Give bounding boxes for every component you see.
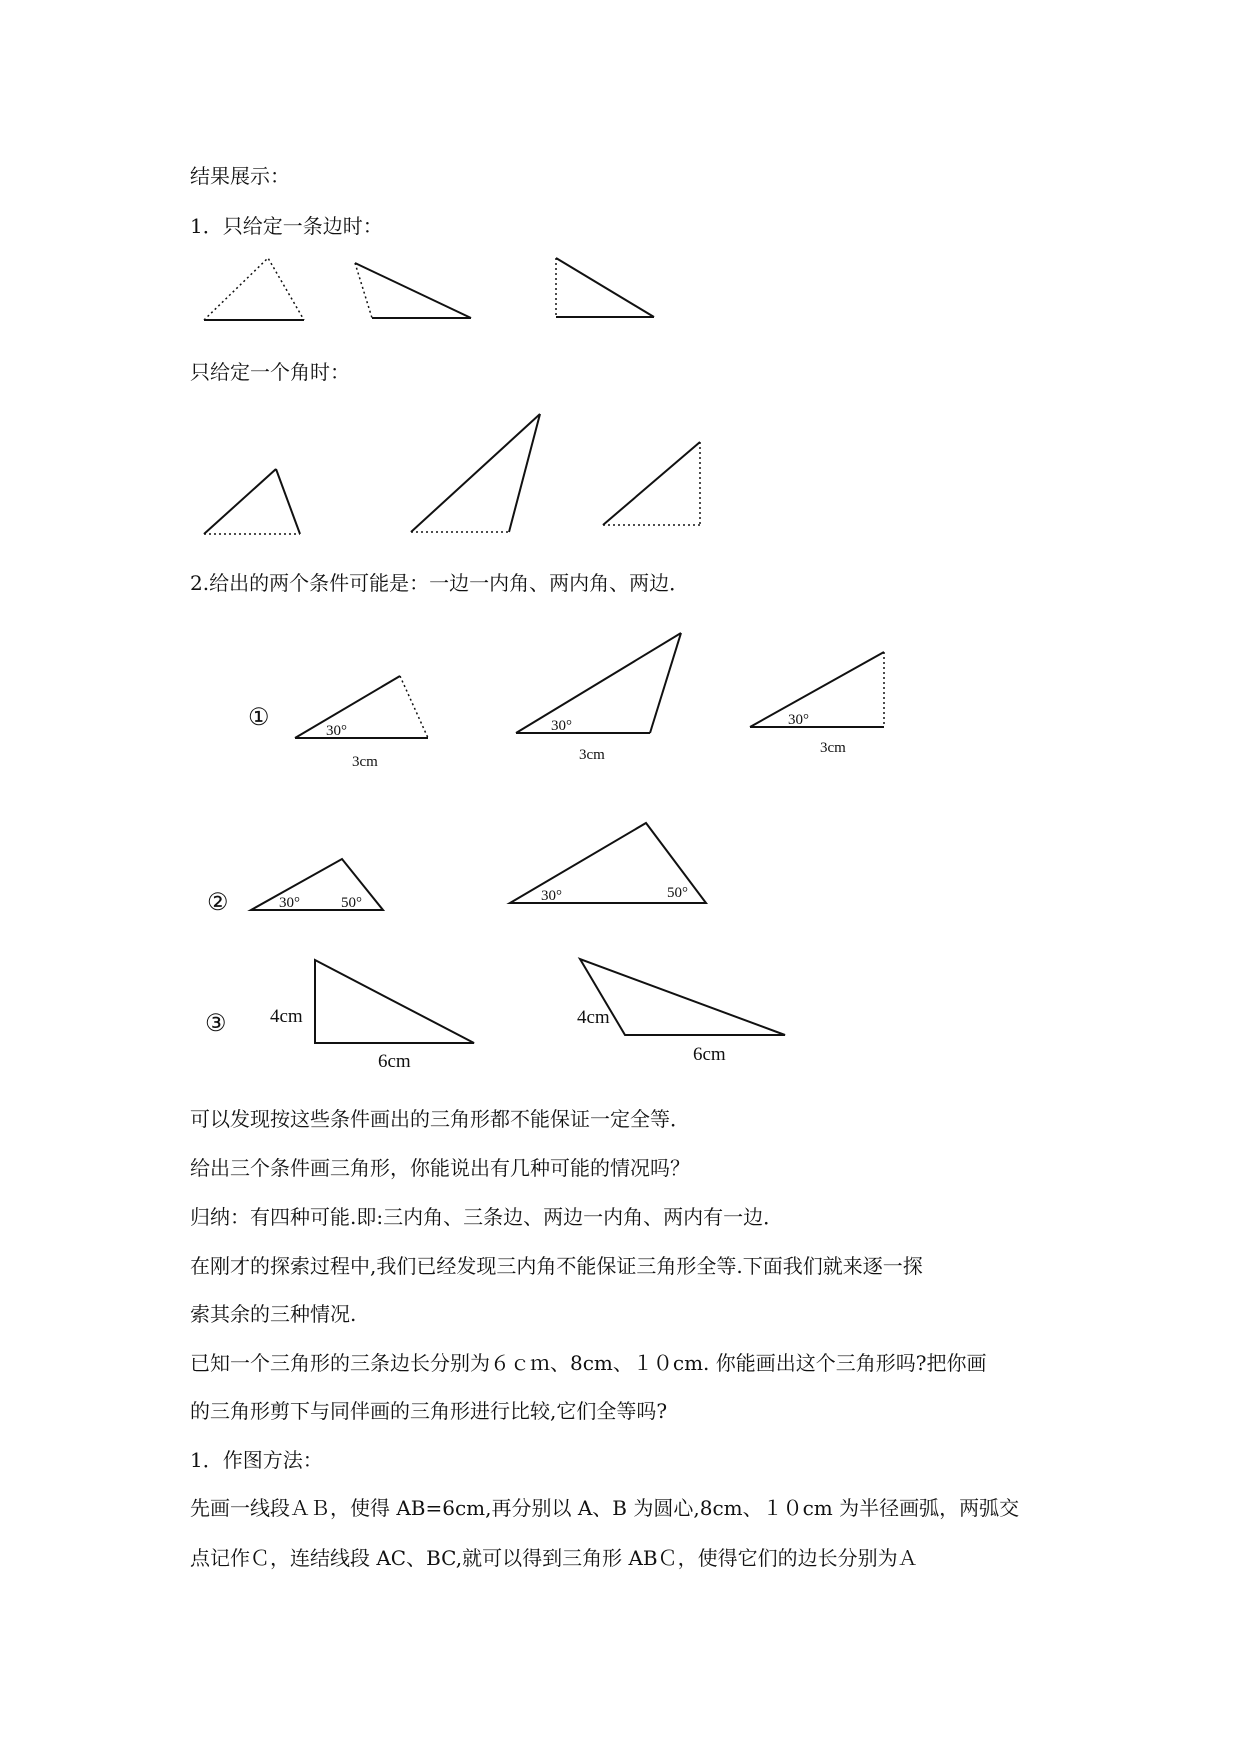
- triangle-c3: [750, 652, 884, 727]
- triangle-e2: [580, 959, 785, 1035]
- triangle-b2: [411, 414, 540, 532]
- paragraph-2-line-1: 已知一个三角形的三条边长分别为６ｃｍ、8cm、１０cm. 你能画出这个三角形吗?把你画: [190, 1351, 987, 1375]
- angle-50-label-d2: 50°: [667, 885, 688, 901]
- side-label-c1: 3cm: [352, 754, 378, 770]
- side-label-c3: 3cm: [820, 740, 846, 756]
- row-marker-3: ③: [205, 1011, 227, 1037]
- angle-label-c3: 30°: [788, 712, 809, 728]
- side-4-label-e1: 4cm: [270, 1006, 303, 1027]
- paragraph-1-line-1: 在刚才的探索过程中,我们已经发现三内角不能保证三角形全等.下面我们就来逐一探: [190, 1254, 923, 1278]
- method-line-2: 点记作Ｃ，连结线段 AC、BC,就可以得到三角形 ABＣ，使得它们的边长分别为Ａ: [190, 1546, 918, 1570]
- angle-label-c2: 30°: [551, 718, 572, 734]
- item-1-one-side: 1．只给定一条边时：: [190, 214, 383, 238]
- method-line-1: 先画一线段ＡＢ，使得 AB=6cm,再分别以 A、B 为圆心,8cm、１０cm 为半径画弧，两弧交: [190, 1496, 1020, 1520]
- side-label-c2: 3cm: [579, 747, 605, 763]
- row-marker-1: ①: [248, 705, 270, 731]
- paragraph-2-line-2: 的三角形剪下与同伴画的三角形进行比较,它们全等吗?: [190, 1399, 668, 1423]
- triangle-a3: [556, 258, 654, 317]
- angle-50-label-d1: 50°: [341, 895, 362, 911]
- triangle-a1: [204, 258, 304, 320]
- triangle-d1: [251, 859, 383, 910]
- triangle-c1: [295, 676, 428, 738]
- side-6-label-e2: 6cm: [693, 1044, 726, 1065]
- conclusion: 可以发现按这些条件画出的三角形都不能保证一定全等．: [190, 1107, 690, 1131]
- one-angle-label: 只给定一个角时：: [190, 360, 350, 384]
- paragraph-1-line-2: 索其余的三种情况.: [190, 1302, 357, 1326]
- item-2-two-conditions: 2.给出的两个条件可能是：一边一内角、两内角、两边．: [190, 571, 690, 595]
- triangle-c2: [516, 633, 681, 733]
- angle-30-label-d2: 30°: [541, 888, 562, 904]
- side-6-label-e1: 6cm: [378, 1051, 411, 1072]
- triangle-b1: [204, 469, 300, 534]
- side-4-label-e2: 4cm: [577, 1007, 610, 1028]
- triangle-b3: [603, 442, 700, 525]
- question: 给出三个条件画三角形，你能说出有几种可能的情况吗？: [190, 1156, 690, 1180]
- triangle-e1: [315, 960, 474, 1043]
- method-title: 1．作图方法：: [190, 1448, 323, 1472]
- angle-30-label-d1: 30°: [279, 895, 300, 911]
- triangle-a2: [355, 263, 471, 318]
- angle-label-c1: 30°: [326, 723, 347, 739]
- heading: 结果展示：: [190, 164, 290, 188]
- row-marker-2: ②: [207, 890, 229, 916]
- summary: 归纳：有四种可能.即:三内角、三条边、两边一内角、两内有一边．: [190, 1205, 784, 1229]
